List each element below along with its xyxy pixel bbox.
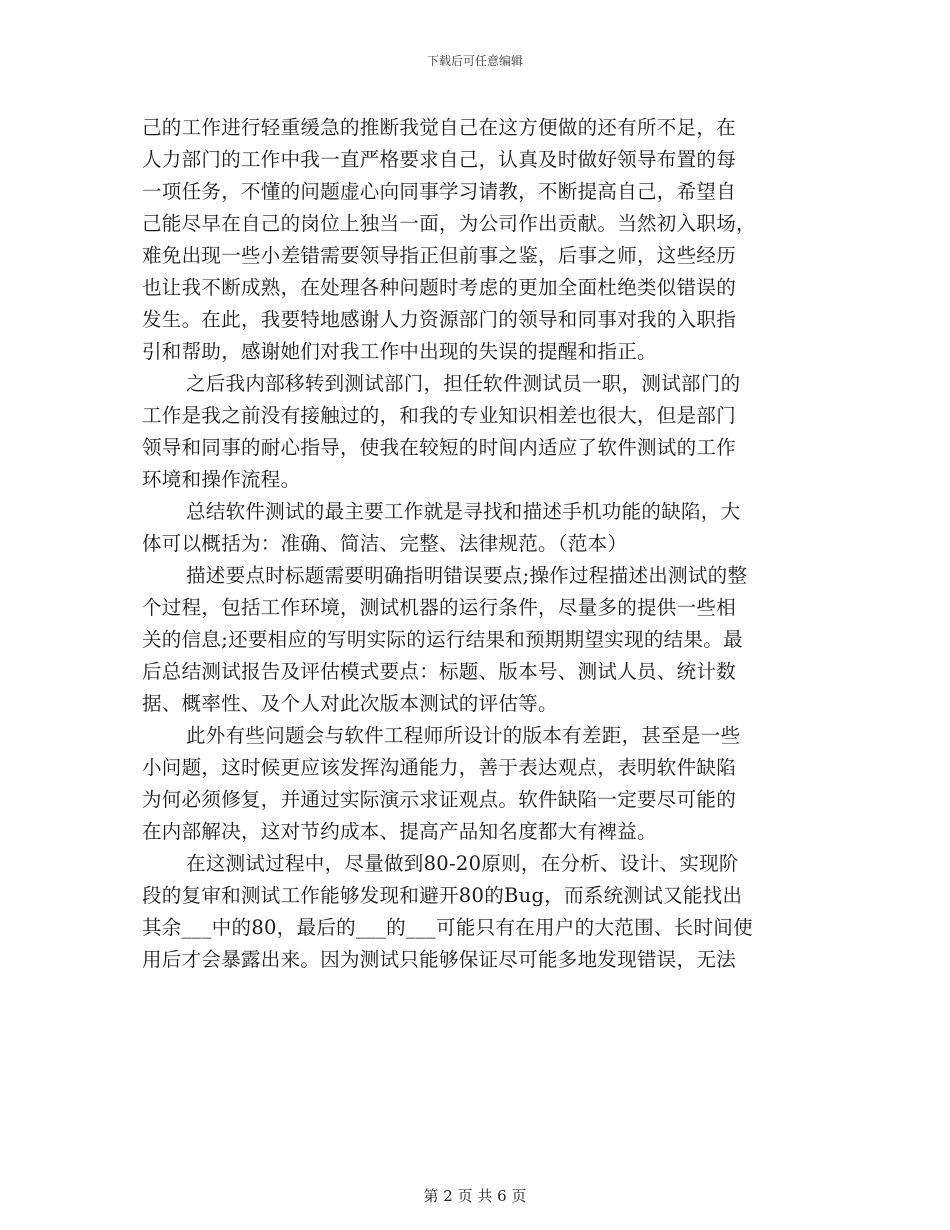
text-line: 据、概率性、及个人对此次版本测试的评估等。: [142, 692, 558, 715]
text-line: 用后才会暴露出来。因为测试只能够保证尽可能多地发现错误，无法: [142, 948, 737, 971]
text-line: 段的复审和测试工作能够发现和避开80的Bug，而系统测试又能找出: [142, 884, 743, 907]
text-line: 一项任务，不懂的问题虚心向同事学习请教，不断提高自己，希望自: [142, 180, 737, 203]
text-line: 工作是我之前没有接触过的，和我的专业知识相差也很大，但是部门: [142, 404, 737, 427]
text-line: 在这测试过程中，尽量做到80-20原则，在分析、设计、实现阶: [186, 852, 739, 875]
text-line: 小问题，这时候更应该发挥沟通能力，善于表达观点，表明软件缺陷: [142, 756, 737, 779]
paragraph: [142, 720, 810, 848]
text-line: 总结软件测试的最主要工作就是寻找和描述手机功能的缺陷，大: [186, 500, 741, 523]
paragraph: [142, 368, 810, 496]
text-line: 人力部门的工作中我一直严格要求自己，认真及时做好领导布置的每: [142, 148, 737, 171]
paragraph: [142, 848, 810, 976]
text-line: 其余___中的80，最后的___的___可能只有在用户的大范围、长时间使: [142, 916, 753, 939]
text-line: 环境和操作流程。: [142, 468, 301, 491]
text-line: 引和帮助，感谢她们对我工作中出现的失误的提醒和指正。: [142, 340, 657, 363]
text-line: 之后我内部移转到测试部门，担任软件测试员一职，测试部门的: [186, 372, 741, 395]
text-line: 关的信息;还要相应的写明实际的运行结果和预期期望实现的结果。最: [142, 628, 743, 651]
text-line: 后总结测试报告及评估模式要点：标题、版本号、测试人员、统计数: [142, 660, 737, 683]
document-body: [142, 112, 810, 976]
text-line: 描述要点时标题需要明确指明错误要点;操作过程描述出测试的整: [186, 564, 748, 587]
text-line: 个过程，包括工作环境，测试机器的运行条件，尽量多的提供一些相: [142, 596, 737, 619]
text-line: 也让我不断成熟，在处理各种问题时考虑的更加全面杜绝类似错误的: [142, 276, 737, 299]
page-number: 第 2 页 共 6 页: [423, 1187, 527, 1205]
paragraph: [142, 496, 810, 560]
text-line: 为何必须修复，并通过实际演示求证观点。软件缺陷一定要尽可能的: [142, 788, 737, 811]
text-line: 体可以概括为：准确、简洁、完整、法律规范。（范本）: [142, 532, 628, 555]
text-line: 难免出现一些小差错需要领导指正但前事之鉴，后事之师，这些经历: [142, 244, 737, 267]
text-line: 己能尽早在自己的岗位上独当一面，为公司作出贡献。当然初入职场，: [142, 212, 756, 235]
text-line: 在内部解决，这对节约成本、提高产品知名度都大有裨益。: [142, 820, 657, 843]
paragraph: [142, 112, 810, 368]
text-line: 己的工作进行轻重缓急的推断我觉自己在这方便做的还有所不足，在: [142, 116, 737, 139]
text-line: 发生。在此，我要特地感谢人力资源部门的领导和同事对我的入职指: [142, 308, 737, 331]
paragraph: [142, 560, 810, 720]
page-header: 下载后可任意编辑: [426, 54, 523, 68]
text-line: 领导和同事的耐心指导，使我在较短的时间内适应了软件测试的工作: [142, 436, 737, 459]
text-line: 此外有些问题会与软件工程师所设计的版本有差距，甚至是一些: [186, 724, 741, 747]
